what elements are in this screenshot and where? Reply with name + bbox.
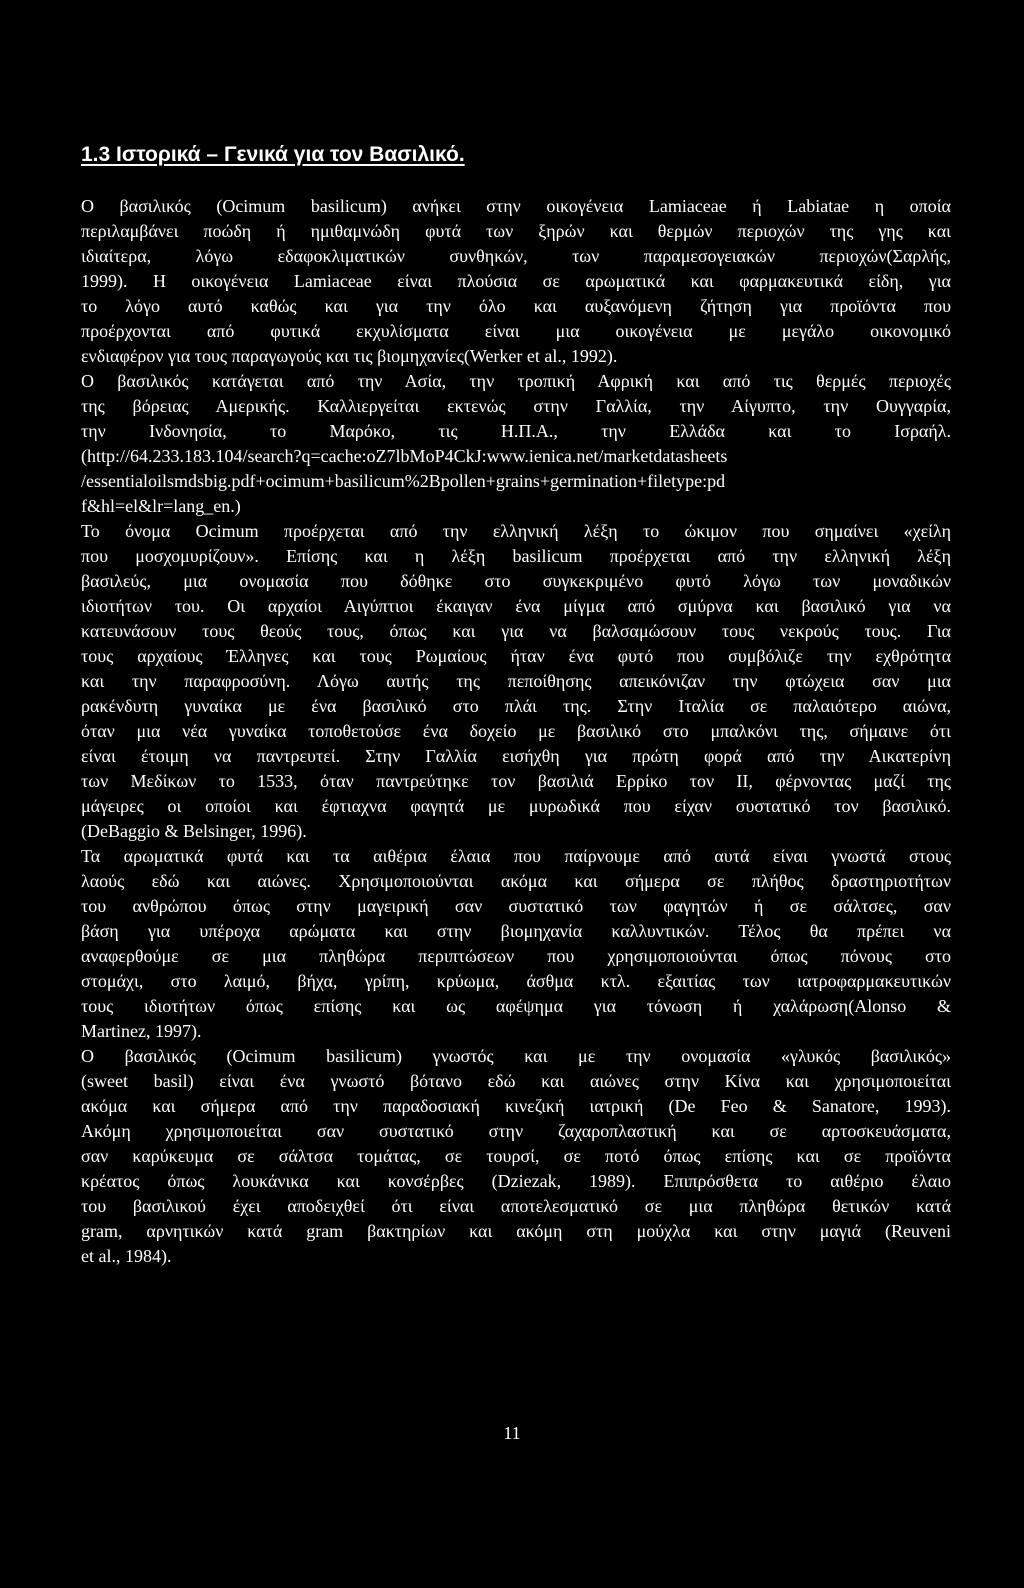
- text-line: /essentialoilsmdsbig.pdf+ocimum+basilicum%2Bpollen+grains+germination+filetype:pd: [81, 471, 726, 491]
- text-line: Martinez, 1997).: [81, 1021, 202, 1041]
- text-line: είναι έτοιμη να παντρευτεί. Στην Γαλλία εισήχθη για πρώτη φορά από την Αικατερίνη: [81, 746, 951, 766]
- page-number: 11: [503, 1423, 521, 1443]
- text-line: Τα αρωματικά φυτά και τα αιθέρια έλαια που παίρνουμε από αυτά είναι γνωστά στους: [81, 846, 951, 866]
- text-line: αναφερθούμε σε μια πληθώρα περιπτώσεων που χρησιμοποιούνται όπως πόνους στο: [81, 946, 951, 966]
- text-line: ακόμα και σήμερα από την παραδοσιακή κινεζική ιατρική (De Feo & Sanatore, 1993).: [81, 1096, 951, 1116]
- text-line: σαν καρύκευμα σε σάλτσα τομάτας, σε τουρσί, σε ποτό όπως επίσης και σε προϊόντα: [81, 1146, 951, 1166]
- text-line: 1999). Η οικογένεια Lamiaceae είναι πλούσια σε αρωματικά και φαρμακευτικά είδη, για: [81, 271, 951, 291]
- text-line: Ο βασιλικός κατάγεται από την Ασία, την τροπική Αφρική και από τις θερμές περιοχές: [81, 371, 951, 391]
- text-line: f&hl=el&lr=lang_en.): [81, 496, 241, 516]
- text-line: κρέατος όπως λουκάνικα και κονσέρβες (Dziezak, 1989). Επιπρόσθετα το αιθέριο έλαιο: [81, 1171, 951, 1191]
- text-line: λαούς εδώ και αιώνες. Χρησιμοποιούνται ακόμα και σήμερα σε πλήθος δραστηριοτήτων: [81, 871, 951, 891]
- text-line: ρακένδυτη γυναίκα με ένα βασιλικό στο πλάι της. Στην Ιταλία σε παλαιότερο αιώνα,: [81, 696, 951, 716]
- text-line: όταν μια νέα γυναίκα τοποθετούσε ένα δοχείο με βασιλικό στο μπαλκόνι της, σήμαινε ότι: [81, 721, 951, 741]
- text-line: (DeBaggio & Belsinger, 1996).: [81, 821, 307, 841]
- text-line: την Ινδονησία, το Μαρόκο, τις Η.Π.Α., την Ελλάδα και το Ισραήλ.: [81, 421, 951, 441]
- text-line: της βόρειας Αμερικής. Καλλιεργείται εκτενώς στην Γαλλία, την Αίγυπτο, την Ουγγαρία,: [81, 396, 951, 416]
- text-line: Ο βασιλικός (Ocimum basilicum) γνωστός και με την ονομασία «γλυκός βασιλικός»: [81, 1046, 951, 1066]
- text-line: που μοσχομυρίζουν». Επίσης και η λέξη basilicum προέρχεται από την ελληνική λέξη: [81, 546, 951, 566]
- text-line: Ακόμη χρησιμοποιείται σαν συστατικό στην ζαχαροπλαστική και σε αρτοσκευάσματα,: [81, 1121, 951, 1141]
- text-line: ενδιαφέρον για τους παραγωγούς και τις βιομηχανίες(Werker et al., 1992).: [81, 346, 618, 366]
- text-line: κατευνάσουν τους θεούς τους, όπως και για να βαλσαμώσουν τους νεκρούς τους. Για: [81, 621, 951, 641]
- text-line: βάση για υπέροχα αρώματα και στην βιομηχανία καλλυντικών. Τέλος θα πρέπει να: [81, 921, 951, 941]
- text-line: (sweet basil) είναι ένα γνωστό βότανο εδώ και αιώνες στην Κίνα και χρησιμοποιείται: [81, 1071, 951, 1091]
- text-line: και την παραφροσύνη. Λόγω αυτής της πεποίθησης απεικόνιζαν την φτώχεια σαν μια: [81, 671, 951, 691]
- text-line: Ο βασιλικός (Ocimum basilicum) ανήκει στην οικογένεια Lamiaceae ή Labiatae η οποία: [81, 196, 951, 216]
- text-line: ιδιοτήτων του. Οι αρχαίοι Αιγύπτιοι έκαιγαν ένα μίγμα από σμύρνα και βασιλικό για να: [81, 596, 951, 616]
- text-line: βασιλεύς, μια ονομασία που δόθηκε στο συγκεκριμένο φυτό λόγω των μοναδικών: [81, 571, 951, 591]
- text-line: et al., 1984).: [81, 1246, 172, 1266]
- body-text: [81, 194, 951, 1269]
- text-line: το λόγο αυτό καθώς και για την όλο και αυξανόμενη ζήτηση για προϊόντα που: [81, 296, 951, 316]
- text-line: τους αρχαίους Έλληνες και τους Ρωμαίους ήταν ένα φυτό που συμβόλιζε την εχθρότητα: [81, 646, 951, 666]
- text-line: στομάχι, στο λαιμό, βήχα, γρίπη, κρύωμα, άσθμα κτλ. εξαιτίας των ιατροφαρμακευτικών: [81, 971, 951, 991]
- text-line: του ανθρώπου όπως στην μαγειρική σαν συστατικό των φαγητών ή σε σάλτσες, σαν: [81, 896, 951, 916]
- section-heading: 1.3 Ιστορικά – Γενικά για τον Βασιλικό.: [81, 143, 465, 166]
- text-line: των Μεδίκων το 1533, όταν παντρεύτηκε τον βασιλιά Ερρίκο τον ΙΙ, φέρνοντας μαζί της: [81, 771, 951, 791]
- text-line: ιδιαίτερα, λόγω εδαφοκλιματικών συνθηκών, των παραμεσογειακών περιοχών(Σαρλής,: [81, 246, 951, 266]
- text-line: μάγειρες οι οποίοι και έφτιαχνα φαγητά με μυρωδικά που είχαν συστατικό τον βασιλικό.: [81, 796, 951, 816]
- text-line: περιλαμβάνει ποώδη ή ημιθαμνώδη φυτά των ξηρών και θερμών περιοχών της γης και: [81, 221, 951, 241]
- text-line: (http://64.233.183.104/search?q=cache:oZ7lbMoP4CkJ:www.ienica.net/marketdatasheets: [81, 446, 728, 466]
- text-line: Το όνομα Ocimum προέρχεται από την ελληνική λέξη το ώκιμον που σημαίνει «χείλη: [81, 521, 951, 541]
- text-line: τους ιδιοτήτων όπως επίσης και ως αφέψημα για τόνωση ή χαλάρωση(Alonso &: [81, 996, 951, 1016]
- text-line: του βασιλικού έχει αποδειχθεί ότι είναι αποτελεσματικό σε μια πληθώρα θετικών κατά: [81, 1196, 951, 1216]
- text-line: gram, αρνητικών κατά gram βακτηρίων και ακόμη στη μούχλα και στην μαγιά (Reuveni: [81, 1221, 951, 1241]
- text-line: προέρχονται από φυτικά εκχυλίσματα είναι μια οικογένεια με μεγάλο οικονομικό: [81, 321, 951, 341]
